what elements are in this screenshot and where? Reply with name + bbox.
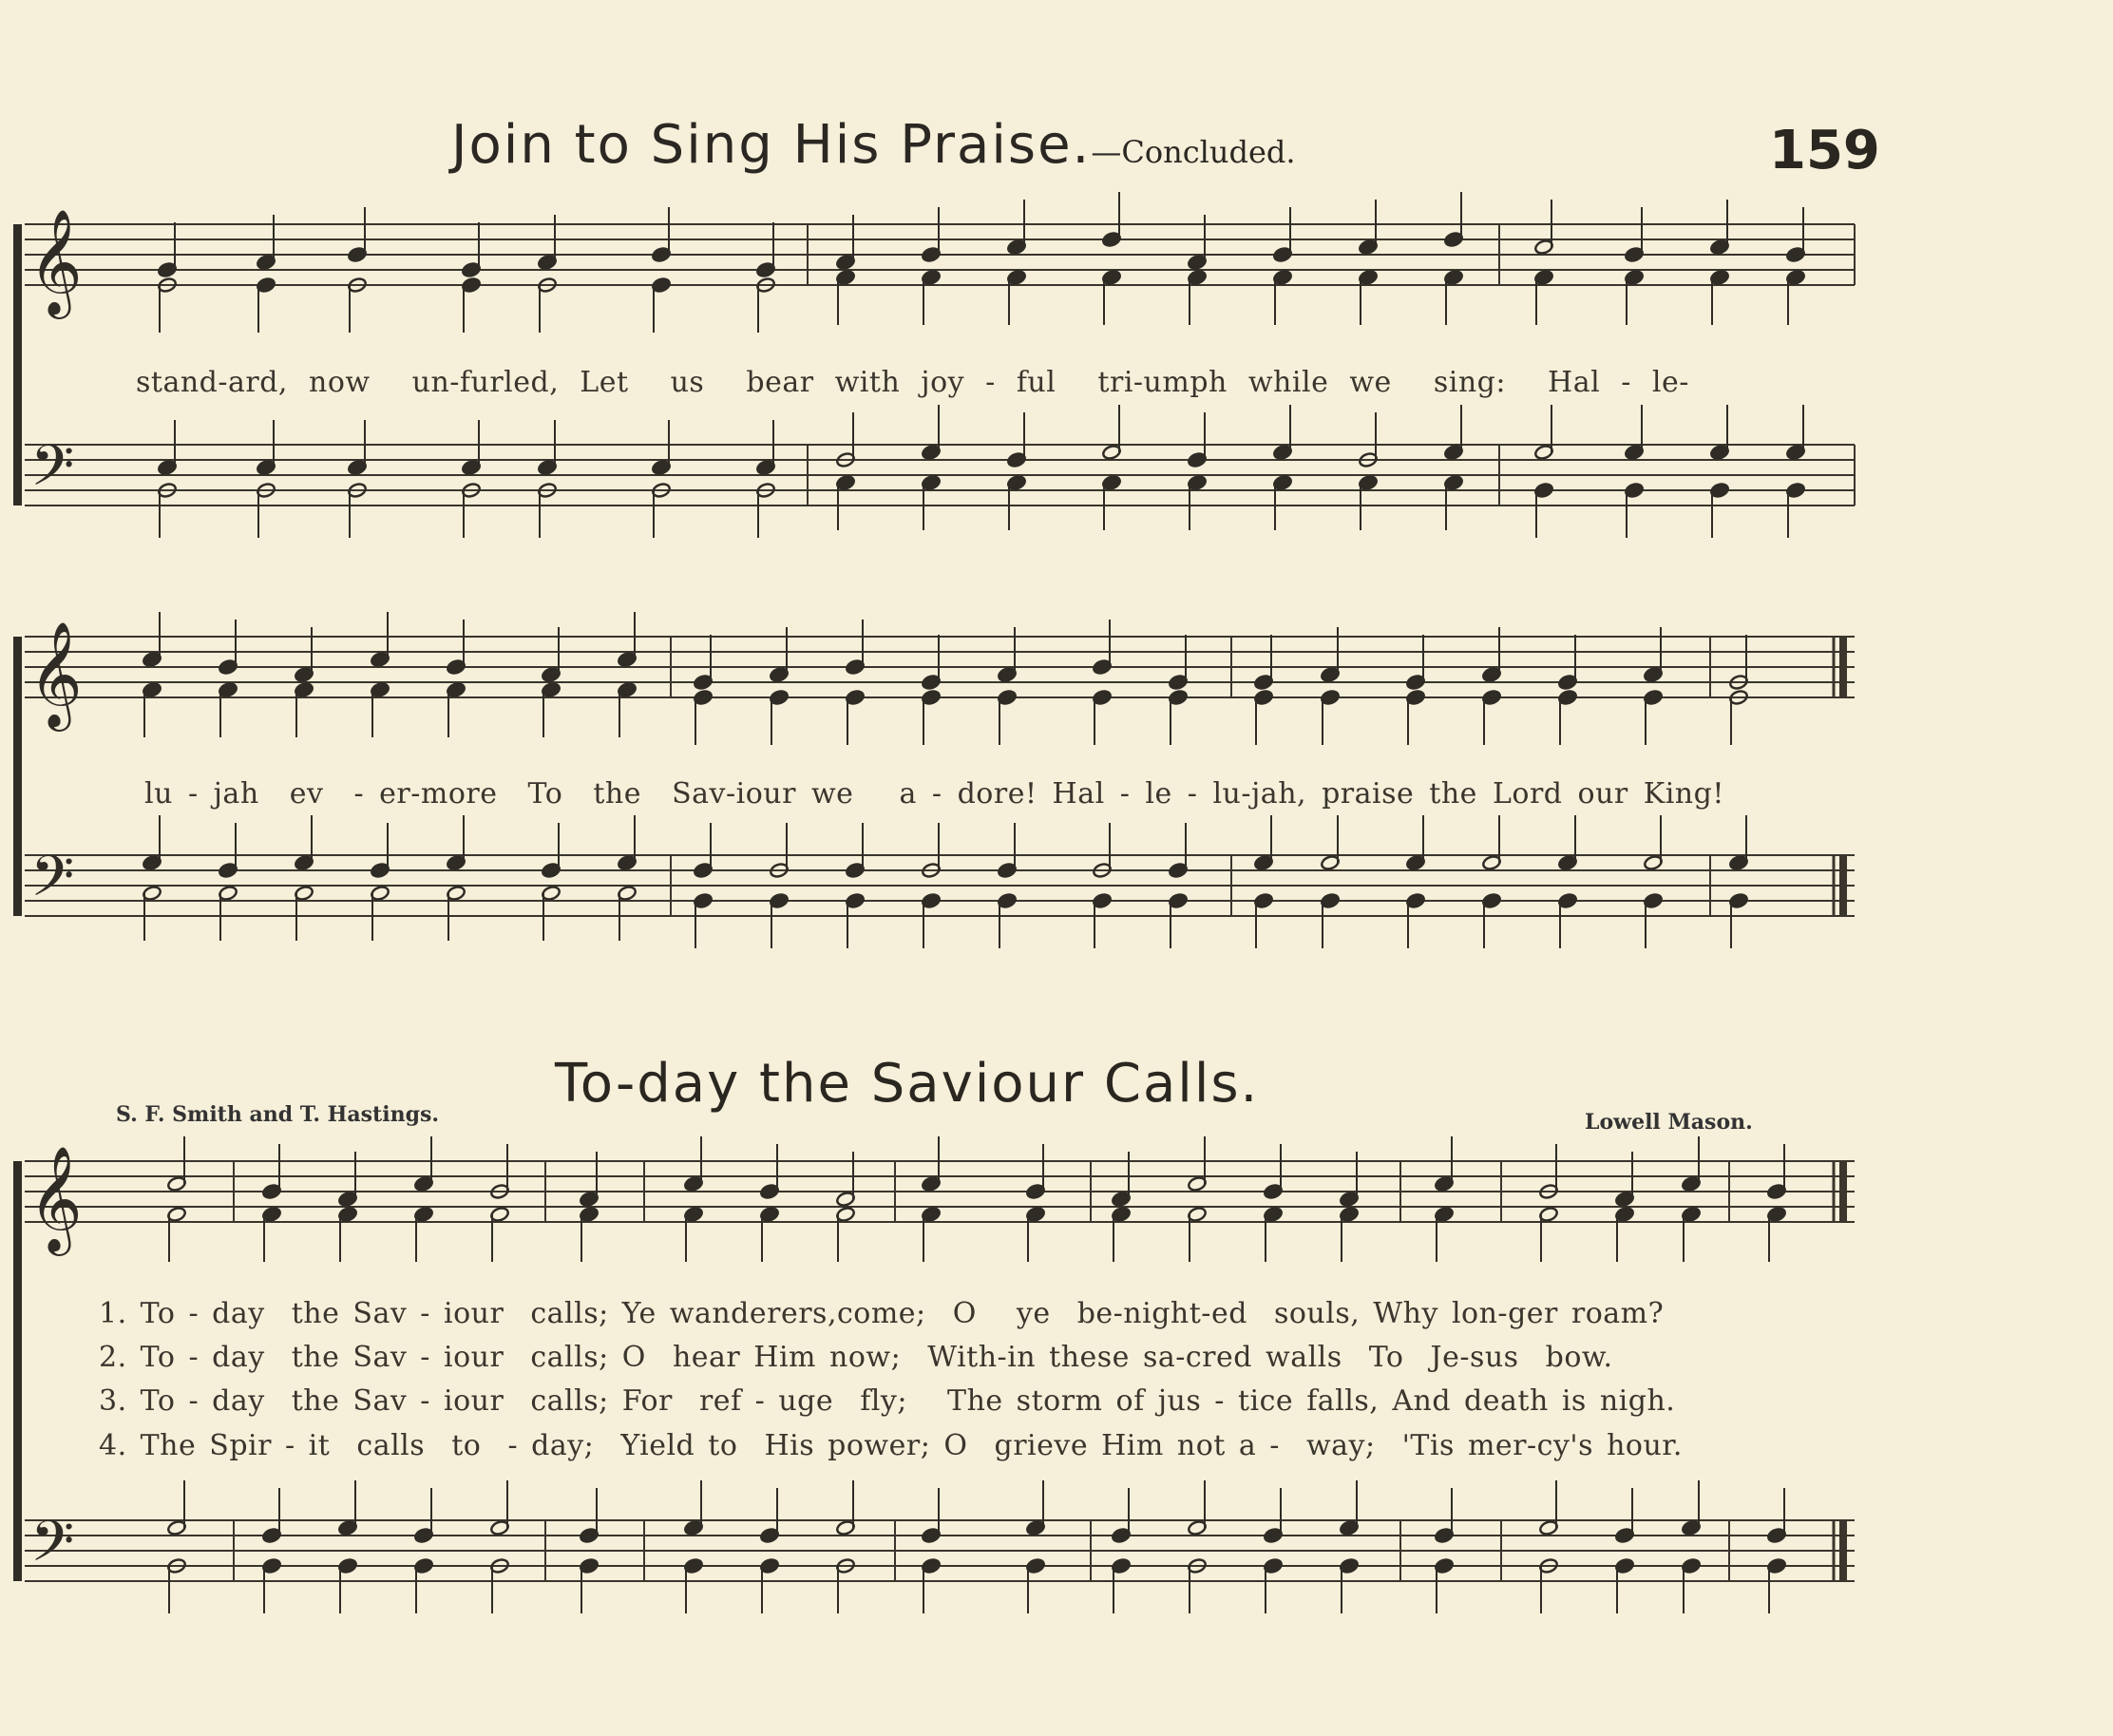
note	[1443, 192, 1463, 248]
note	[337, 1557, 357, 1613]
note	[845, 689, 865, 745]
note	[617, 885, 637, 941]
note	[256, 277, 276, 333]
note	[370, 681, 390, 737]
note	[157, 222, 177, 278]
note	[1434, 1488, 1454, 1544]
note	[997, 689, 1017, 745]
treble-clef-icon: 𝄞	[29, 620, 83, 727]
note	[1111, 1206, 1131, 1262]
note	[1272, 269, 1292, 325]
note	[835, 215, 855, 271]
note	[651, 277, 671, 333]
note	[921, 689, 941, 745]
system1-lyrics: stand-ard, now un-furled, Let us bear with joy - ful tri-umph while we sing: Hal - le-	[136, 366, 1689, 399]
note	[579, 1557, 599, 1613]
verse-line: 1. To - day the Sav - iour calls; Ye wanderers,come; O ye be-night-ed souls, Why lon-ger roam?	[99, 1297, 1665, 1330]
note	[1434, 1557, 1454, 1613]
note	[261, 1488, 281, 1544]
note	[693, 823, 713, 879]
note	[1557, 815, 1577, 871]
note	[755, 222, 775, 278]
header-subtitle: —Concluded.	[1091, 134, 1296, 170]
note	[218, 823, 238, 879]
note	[1168, 823, 1188, 879]
note	[370, 885, 390, 941]
note	[769, 892, 789, 948]
note	[835, 269, 855, 325]
note	[1263, 1557, 1283, 1613]
note	[1557, 892, 1577, 948]
note	[446, 620, 466, 676]
note	[218, 681, 238, 737]
note	[579, 1206, 599, 1262]
note	[1709, 482, 1729, 538]
note	[1025, 1557, 1045, 1613]
note	[835, 1480, 855, 1536]
note	[1766, 1557, 1786, 1613]
note	[921, 635, 941, 691]
note	[1624, 269, 1644, 325]
note	[997, 823, 1017, 879]
note	[1187, 269, 1207, 325]
note	[1025, 1480, 1045, 1536]
note	[1187, 474, 1207, 530]
note	[537, 215, 557, 271]
note	[446, 885, 466, 941]
note	[1339, 1206, 1359, 1262]
note	[1624, 405, 1644, 461]
note	[1624, 207, 1644, 263]
note	[693, 635, 713, 691]
note	[1263, 1206, 1283, 1262]
note	[1187, 1480, 1207, 1536]
note	[294, 627, 314, 683]
note	[261, 1557, 281, 1613]
note	[1681, 1206, 1701, 1262]
note	[769, 689, 789, 745]
treble-clef-icon: 𝄞	[29, 1145, 83, 1251]
note	[921, 474, 941, 530]
note	[1709, 269, 1729, 325]
note	[1187, 1206, 1207, 1262]
note	[413, 1136, 433, 1192]
note	[461, 420, 481, 476]
note	[294, 681, 314, 737]
note	[683, 1136, 703, 1192]
treble-clef-icon: 𝄞	[29, 208, 83, 315]
note	[1092, 620, 1112, 676]
note	[651, 420, 671, 476]
note	[1253, 689, 1273, 745]
bass-clef-icon: 𝄢	[30, 432, 75, 512]
note	[1557, 689, 1577, 745]
note	[294, 815, 314, 871]
note	[1481, 892, 1501, 948]
note	[142, 885, 162, 941]
note	[1263, 1488, 1283, 1544]
note	[1766, 1206, 1786, 1262]
note	[142, 612, 162, 668]
note	[1358, 200, 1378, 256]
note	[617, 815, 637, 871]
note	[1111, 1488, 1131, 1544]
note	[1405, 815, 1425, 871]
bass-clef-icon: 𝄢	[30, 843, 75, 923]
note	[617, 612, 637, 668]
bass-clef-icon: 𝄢	[30, 1508, 75, 1588]
music-credit: Lowell Mason.	[1585, 1110, 1753, 1135]
note	[1766, 1488, 1786, 1544]
note	[489, 1480, 509, 1536]
note	[1643, 627, 1663, 683]
note	[370, 823, 390, 879]
note	[845, 620, 865, 676]
note	[1434, 1136, 1454, 1192]
note	[755, 420, 775, 476]
note	[1187, 215, 1207, 271]
note	[1681, 1480, 1701, 1536]
note	[1443, 269, 1463, 325]
note	[256, 215, 276, 271]
note	[1643, 689, 1663, 745]
page-number: 159	[1769, 120, 1880, 181]
note	[1358, 269, 1378, 325]
note	[1538, 1480, 1558, 1536]
note	[1253, 892, 1273, 948]
note	[347, 420, 367, 476]
note	[693, 689, 713, 745]
note	[1168, 892, 1188, 948]
note	[1187, 412, 1207, 468]
note	[835, 474, 855, 530]
note	[683, 1480, 703, 1536]
note	[921, 269, 941, 325]
note	[413, 1206, 433, 1262]
note	[845, 823, 865, 879]
system-bracket	[13, 637, 22, 916]
note	[921, 1136, 941, 1192]
note	[1187, 1136, 1207, 1192]
note	[921, 1206, 941, 1262]
note	[1443, 474, 1463, 530]
note	[1006, 474, 1026, 530]
note	[1481, 627, 1501, 683]
note	[1320, 892, 1340, 948]
note	[1320, 627, 1340, 683]
note	[693, 892, 713, 948]
system2-lyrics: lu - jah ev - er-more To the Sav-iour we a - dore! Hal - le - lu-jah, praise the Lord our King!	[144, 777, 1724, 811]
system-bracket	[13, 1161, 22, 1581]
note	[347, 207, 367, 263]
note	[1101, 269, 1121, 325]
note	[1785, 207, 1805, 263]
note	[1614, 1152, 1634, 1208]
note	[166, 1480, 186, 1536]
note	[461, 277, 481, 333]
note	[1434, 1206, 1454, 1262]
note	[1766, 1144, 1786, 1200]
note	[835, 1152, 855, 1208]
note	[1025, 1144, 1045, 1200]
note	[1111, 1152, 1131, 1208]
note	[1785, 269, 1805, 325]
note	[1481, 689, 1501, 745]
note	[1101, 405, 1121, 461]
note	[769, 627, 789, 683]
note	[1320, 689, 1340, 745]
note	[1643, 815, 1663, 871]
note	[1111, 1557, 1131, 1613]
note	[1358, 474, 1378, 530]
note	[1101, 192, 1121, 248]
note	[1253, 635, 1273, 691]
note	[759, 1557, 779, 1613]
note	[997, 892, 1017, 948]
note	[1263, 1144, 1283, 1200]
note	[157, 420, 177, 476]
note	[835, 1206, 855, 1262]
note	[1405, 892, 1425, 948]
note	[1481, 815, 1501, 871]
note	[446, 815, 466, 871]
verse-line: 3. To - day the Sav - iour calls; For ref - uge fly; The storm of jus - tice falls, And death is nigh.	[99, 1384, 1676, 1418]
note	[759, 1488, 779, 1544]
note	[1025, 1206, 1045, 1262]
note	[921, 892, 941, 948]
note	[997, 627, 1017, 683]
note	[1006, 269, 1026, 325]
note	[1681, 1136, 1701, 1192]
note	[845, 892, 865, 948]
note	[1533, 482, 1553, 538]
note	[651, 207, 671, 263]
note	[1614, 1488, 1634, 1544]
note	[1709, 405, 1729, 461]
note	[461, 222, 481, 278]
note	[166, 1136, 186, 1192]
note	[1557, 635, 1577, 691]
note	[1272, 474, 1292, 530]
note	[1339, 1152, 1359, 1208]
note	[1006, 200, 1026, 256]
note	[683, 1557, 703, 1613]
note	[921, 1557, 941, 1613]
note	[256, 420, 276, 476]
note	[446, 681, 466, 737]
note	[1785, 482, 1805, 538]
note	[337, 1152, 357, 1208]
note	[1272, 405, 1292, 461]
note	[261, 1144, 281, 1200]
note	[1728, 815, 1748, 871]
note	[1339, 1480, 1359, 1536]
note	[1624, 482, 1644, 538]
note	[218, 885, 238, 941]
note	[218, 620, 238, 676]
note	[1533, 405, 1553, 461]
note	[1643, 892, 1663, 948]
note	[413, 1557, 433, 1613]
hymn-title: To-day the Saviour Calls.	[555, 1053, 1260, 1115]
note	[921, 405, 941, 461]
note	[541, 627, 561, 683]
note	[1533, 269, 1553, 325]
system-bracket	[13, 224, 22, 506]
note	[1405, 635, 1425, 691]
note	[541, 885, 561, 941]
note	[1168, 689, 1188, 745]
note	[759, 1144, 779, 1200]
note	[759, 1206, 779, 1262]
note	[1538, 1206, 1558, 1262]
note	[1709, 200, 1729, 256]
note	[1533, 200, 1553, 256]
note	[337, 1206, 357, 1262]
note	[1006, 412, 1026, 468]
note	[1092, 689, 1112, 745]
note	[337, 1480, 357, 1536]
note	[413, 1488, 433, 1544]
note	[1785, 405, 1805, 461]
note	[1320, 815, 1340, 871]
note	[921, 1488, 941, 1544]
note	[370, 612, 390, 668]
note	[1101, 474, 1121, 530]
note	[617, 681, 637, 737]
note	[1405, 689, 1425, 745]
note	[1614, 1557, 1634, 1613]
note	[579, 1488, 599, 1544]
note	[142, 681, 162, 737]
note	[579, 1152, 599, 1208]
words-credit: S. F. Smith and T. Hastings.	[116, 1102, 440, 1127]
verse-line: 4. The Spir - it calls to - day; Yield to His power; O grieve Him not a - way; 'Tis mer-cy's hour.	[99, 1429, 1683, 1462]
note	[1681, 1557, 1701, 1613]
note	[921, 207, 941, 263]
header-title: Join to Sing His Praise.	[451, 114, 1092, 176]
note	[261, 1206, 281, 1262]
note	[1614, 1206, 1634, 1262]
note	[489, 1206, 509, 1262]
verse-line: 2. To - day the Sav - iour calls; O hear Him now; With-in these sa-cred walls To Je-sus bow.	[99, 1341, 1613, 1374]
note	[541, 823, 561, 879]
note	[683, 1206, 703, 1262]
note	[541, 681, 561, 737]
note	[1092, 892, 1112, 948]
note	[1443, 405, 1463, 461]
note	[1272, 207, 1292, 263]
note	[1253, 815, 1273, 871]
note	[537, 420, 557, 476]
note	[142, 815, 162, 871]
note	[166, 1206, 186, 1262]
note	[1339, 1557, 1359, 1613]
note	[1168, 635, 1188, 691]
note	[1728, 892, 1748, 948]
note	[294, 885, 314, 941]
